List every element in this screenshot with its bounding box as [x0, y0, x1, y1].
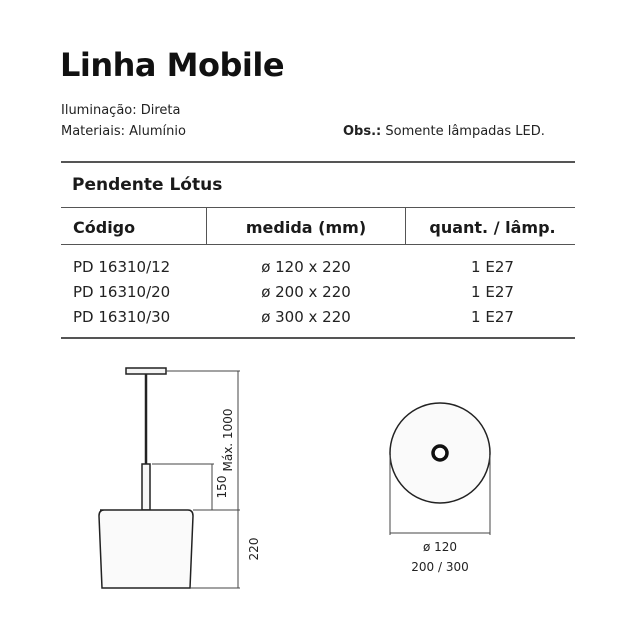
column-header-qty: quant. / lâmp. [429, 218, 556, 237]
dim-stem-length: 150 [215, 475, 229, 499]
shade [99, 510, 193, 588]
stem [142, 464, 150, 510]
row-qty: 1 E27 [471, 283, 514, 301]
dim-shade-height: 220 [247, 537, 261, 561]
dim-diameter: ø 120 [422, 540, 458, 554]
bottom-rule [61, 337, 575, 339]
lighting-info: Iluminação: Direta [61, 103, 181, 118]
page-title: Linha Mobile [60, 46, 285, 84]
column-header-code: Código [73, 218, 136, 237]
obs-label: Obs.: [343, 124, 382, 139]
dim-diameter-alt: 200 / 300 [411, 560, 469, 574]
top-view-drawing [370, 395, 510, 585]
row-size: ø 200 x 220 [261, 283, 351, 301]
row-code: PD 16310/20 [73, 283, 171, 301]
row-qty: 1 E27 [471, 308, 514, 326]
column-divider [405, 208, 406, 244]
top-rule [61, 161, 575, 163]
materials-info: Materiais: Alumínio [61, 124, 186, 139]
column-divider [206, 208, 207, 244]
product-name: Pendente Lótus [72, 175, 223, 195]
row-size: ø 120 x 220 [261, 258, 351, 276]
obs-note [343, 124, 545, 139]
column-header-size: medida (mm) [245, 218, 367, 237]
table-top-rule [61, 207, 575, 208]
row-size: ø 300 x 220 [261, 308, 351, 326]
row-code: PD 16310/12 [73, 258, 171, 276]
socket [433, 446, 447, 460]
row-qty: 1 E27 [471, 258, 514, 276]
row-code: PD 16310/30 [73, 308, 171, 326]
header-rule [61, 244, 575, 245]
canopy [126, 368, 166, 374]
side-view-drawing [80, 360, 280, 600]
obs-text: Somente lâmpadas LED. [381, 124, 545, 139]
dim-max-length: Máx. 1000 [221, 408, 235, 472]
